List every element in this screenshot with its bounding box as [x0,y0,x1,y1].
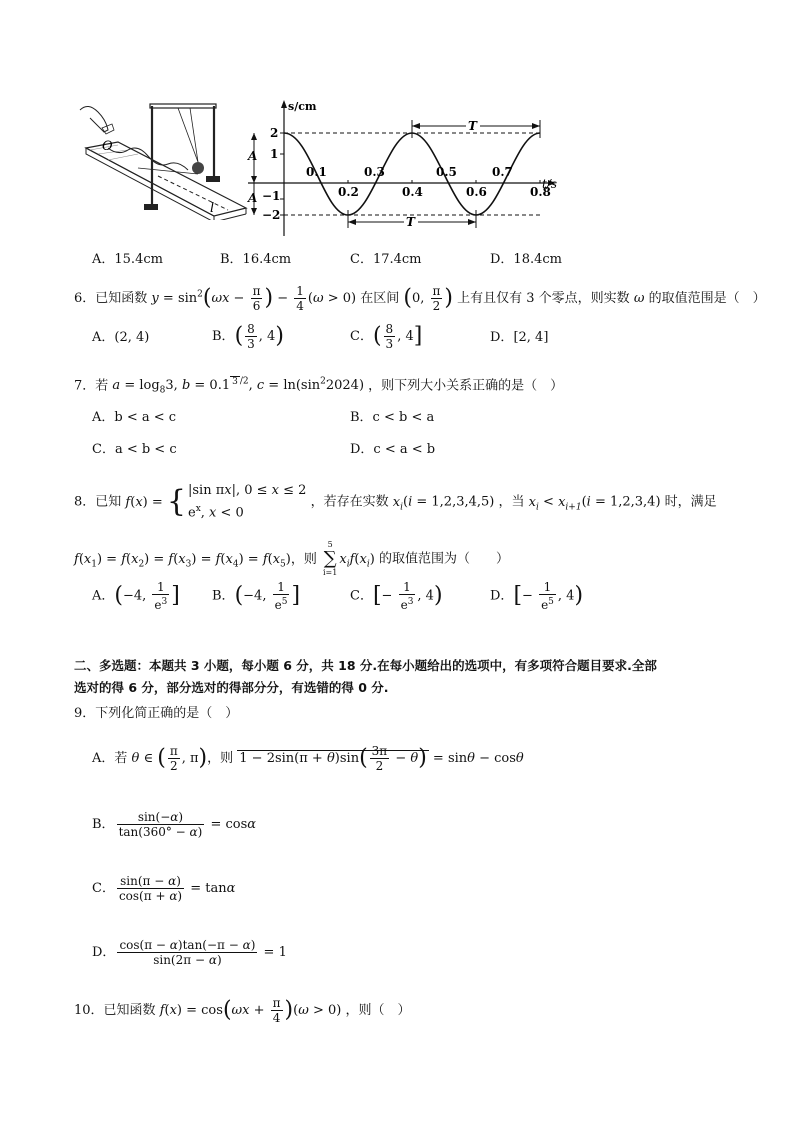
y-tick-2: 2 [270,126,279,140]
pivot-label: O [102,139,113,154]
displacement-time-graph [240,96,580,246]
q10-function: f(x) = cos(ωx + $\frac{\pi}{4}$ )(ω > 0) [159,996,342,1025]
q9-option-b: B． $\frac{\sin(-\alpha)}{\tan(360^\circ - \alpha)}$ = cosα [92,810,257,839]
q8-order: $x_i < x_{i+1}(i = 1,2,3,4)$ [528,494,661,513]
q5-option-d: D．18.4cm [490,252,562,267]
q8-line2-end: 的取值范围为（ ） [378,551,509,567]
q6-condition: 在区间 [360,291,400,306]
x-tick-0.7: 0.7 [492,165,513,179]
q6-suffix2: 的取值范围是（ ） [648,291,766,306]
q10-suffix: ，则（ ） [345,1003,411,1018]
q5-option-a: A．15.4cm [92,252,163,267]
x-axis-label: t/s [542,177,558,191]
q5-option-b: B．16.4cm [220,252,292,267]
period-label-top: T [468,119,477,133]
q6-interval: (0, $\frac{\pi}{2}$ ) [403,284,453,313]
question-7 [74,372,563,401]
q7-option-d: D．c < a < b [350,442,436,457]
q7-option-b: B．c < b < a [350,410,435,425]
q8-mid2: ，当 [498,494,525,510]
q7-option-a: A．b < a < c [92,410,177,425]
section-2-header-line2: 选对的得 6 分，部分选对的得部分分，有选错的得 0 分. [74,680,389,695]
q8-prefix: 8．已知 [74,494,122,510]
x-tick-0.5: 0.5 [436,165,457,179]
q7-option-c: C．a < b < c [92,442,177,457]
amplitude-label-top: A [248,149,258,163]
x-tick-0.4: 0.4 [402,185,423,199]
amplitude-label-bottom: A [248,191,258,205]
q9-option-d: D． $\frac{\cos(\pi - \alpha)\tan(-\pi - \alpha)}{\sin(2\pi - \alpha)}$ = 1 [92,938,287,967]
period-label-bottom: T [406,215,415,229]
question-9-stem: 9．下列化简正确的是（ ） [74,706,239,721]
q8-mid: ，若存在实数 [310,494,389,510]
question-8-line1 [74,482,717,525]
length-label: l [210,201,215,216]
q7-suffix: ，则下列大小关系正确的是（ ） [368,378,564,394]
x-tick-0.3: 0.3 [364,165,385,179]
x-tick-0.2: 0.2 [338,185,359,199]
question-8-line2 [74,540,509,578]
question-10 [74,996,410,1025]
section-2-header-line1: 二、多选题：本题共 3 小题，每小题 6 分，共 18 分.在每小题给出的选项中，有多项符合题目要求.全部 [74,658,657,673]
q6-option-c: C．( $\frac{8}{3}$ , 4] [350,322,423,351]
y-tick-1: 1 [270,147,279,161]
q8-option-a: A．(−4, $\frac{1}{e^3}$ ] [92,580,180,612]
q8-index: $x_i(i = 1,2,3,4,5)$ [392,494,495,513]
q6-suffix: 上有且仅有 3 个零点，则实数 [457,291,630,306]
q10-prefix: 10．已知函数 [74,1003,156,1018]
q7-expression: $a = \log_83$, b = 0.1 $^{3 /2}$, $c = \ln(\sin^22024)$ [112,377,365,396]
x-tick-0.6: 0.6 [466,185,487,199]
q6-function: $y = \sin^2(\omega x$ − $\frac{\pi}{6}$ ) − $\frac{1}{4}$ (ω > 0) [151,284,357,313]
q9-option-c: C． $\frac{\sin(\pi - \alpha)}{\cos(\pi + \alpha)}$ = tanα [92,874,236,903]
q5-option-c: C．17.4cm [350,252,422,267]
q9-option-a: A．若 θ ∈ ( $\frac{\pi}{2}$ , π)，则 1 − 2sin(π + θ)sin( $\frac{3\pi}{2}$ − θ) = sinθ − cosθ [92,744,524,773]
q8-piecewise: f(x) = { |sin πx|, 0 ≤ x ≤ 2 $e^x$, x < 0 [125,483,307,521]
question-6: 6．已知函数 $y = \sin^2(\omega x$ − $\frac{\pi}{6}$ ) − $\frac{1}{4}$ (ω > 0) 在区间 (0, $\frac{\pi}{2}$ ) 上有且仅有 3 个零点，则实数 ω 的取值范围是（ ） [74,284,766,313]
y-axis-label: s/cm [288,100,317,113]
q8-end: 时，满足 [664,494,717,510]
q8-option-c: C．[− $\frac{1}{e^3}$ , 4) [350,580,443,612]
q6-prefix: 6．已知函数 [74,291,148,306]
q7-prefix: 7．若 [74,378,109,394]
q8-option-d: D．[− $\frac{1}{e^5}$ , 4) [490,580,584,612]
y-tick-neg1: −1 [262,189,281,203]
x-tick-0.8: 0.8 [530,185,551,199]
y-tick-neg2: −2 [262,208,281,222]
q6-option-b: B．( $\frac{8}{3}$ , 4) [212,322,284,351]
x-tick-0.1: 0.1 [306,165,327,179]
q8-option-b: B．(−4, $\frac{1}{e^5}$ ] [212,580,301,612]
q8-equality: $f(x_1) = f(x_2) = f(x_3) = f(x_4) = f(x_5)$，则 5 ∑ i=1 $x_if(x_i)$ [74,540,375,577]
pendulum-illustration [78,98,250,220]
q6-option-d: D．[2, 4] [490,330,549,345]
q6-option-a: A．(2, 4) [92,330,150,345]
